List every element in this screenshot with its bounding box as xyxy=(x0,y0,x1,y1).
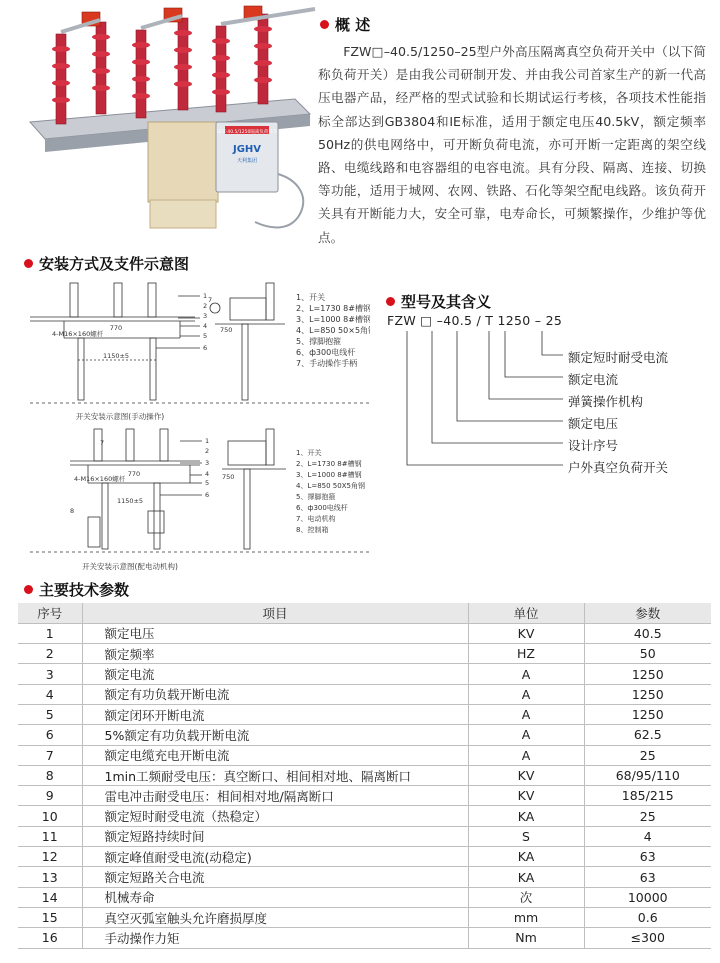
legend-item: 1、开关 xyxy=(296,449,322,457)
table-cell: 额定短时耐受电流（热稳定） xyxy=(82,806,468,826)
legend-item: 8、控制箱 xyxy=(296,526,329,534)
legend-item: 3、L=1000 8#槽钢 xyxy=(296,471,362,479)
table-cell: 真空灭弧室触头允许磨损厚度 xyxy=(82,907,468,927)
callout-5: 5 xyxy=(205,479,210,487)
table-row xyxy=(18,867,711,887)
table-cell: 3 xyxy=(18,664,82,684)
dim-1150: 1150±5 xyxy=(116,497,144,505)
legend-item: 1、开关 xyxy=(296,293,326,302)
legend-item: 5、撑脚抱箍 xyxy=(296,337,342,346)
callout-3: 3 xyxy=(203,312,208,320)
install-heading: 安装方式及支件示意图 xyxy=(24,253,189,274)
table-cell: 额定短路关合电流 xyxy=(82,867,468,887)
legend-item: 2、L=1730 8#槽钢 xyxy=(296,460,362,468)
dim-750: 750 xyxy=(222,473,235,481)
bullet-dot-icon xyxy=(320,20,329,29)
callout-8: 8 xyxy=(70,507,75,515)
table-row xyxy=(18,907,711,927)
callout-1: 1 xyxy=(203,292,208,300)
overview-text xyxy=(318,40,706,249)
model-label: 户外真空负荷开关 xyxy=(568,460,669,475)
dim-750: 750 xyxy=(220,326,233,334)
table-row xyxy=(18,826,711,846)
table-cell: 5 xyxy=(18,704,82,724)
table-cell: 16 xyxy=(18,928,82,948)
load-switch-illustration xyxy=(20,4,320,236)
table-cell: KA xyxy=(468,847,584,867)
dim-770: 770 xyxy=(127,470,141,478)
callout-4: 4 xyxy=(203,322,208,330)
table-cell: 63 xyxy=(584,847,711,867)
dim-bolt: 4-M16×160螺杆 xyxy=(74,475,126,483)
legend-item: 6、ф300电线杆 xyxy=(296,504,348,512)
model-label: 额定电流 xyxy=(568,372,619,387)
table-row xyxy=(18,745,711,765)
legend-item: 4、L=850 50×5角钢 xyxy=(296,326,370,335)
table-row xyxy=(18,928,711,948)
photo-plate: GFZ-40.5/1250隔离负荷开关 xyxy=(216,130,278,135)
params-heading: 主要技术参数 xyxy=(24,579,129,600)
table-cell: 0.6 xyxy=(584,907,711,927)
model-code: FZW □ –40.5 / T 1250 – 25 xyxy=(387,313,563,328)
table-cell: 额定电流 xyxy=(82,664,468,684)
legend-item: 4、L=850 50X5角钢 xyxy=(296,482,365,490)
table-cell: 1 xyxy=(18,623,82,643)
table-cell: 手动操作力矩 xyxy=(82,928,468,948)
callout-6: 6 xyxy=(205,491,210,499)
table-cell: 62.5 xyxy=(584,725,711,745)
table-cell: 11 xyxy=(18,826,82,846)
legend-item: 5、撑脚抱箍 xyxy=(296,493,336,501)
table-cell: 6 xyxy=(18,725,82,745)
overview-paragraph: FZW□–40.5/1250–25型户外高压隔离真空负荷开关中（以下简称负荷开关）是由我公司研制开发、并由我公司首家生产的新一代高压电器产品，经严格的型式试验和长期试运行考核，各项技术性能指标全部达到GB3804和IE标准，适用于额定电压40.5kV，额定频率50Hz的供电网络中，可开断负荷电流，亦可开断一定距离的架空线路、电缆线路和电容器组的电容电流。具有分段、隔离、连接、切换等功能，适用于城网、农网、铁路、石化等架空配电线路。该负荷开关具有开断能力大，安全可靠，电寿命长，可频繁操作，少维护等优点。 xyxy=(318,44,706,245)
table-cell: 额定电缆充电开断电流 xyxy=(82,745,468,765)
table-cell: Nm xyxy=(468,928,584,948)
table-cell: KA xyxy=(468,867,584,887)
bullet-dot-icon xyxy=(24,585,33,594)
table-row xyxy=(18,847,711,867)
callout-2: 2 xyxy=(203,302,208,310)
table-row xyxy=(18,664,711,684)
table-cell: 8 xyxy=(18,765,82,785)
table-cell: 9 xyxy=(18,786,82,806)
model-label: 额定短时耐受电流 xyxy=(568,350,669,365)
table-cell: KV xyxy=(468,623,584,643)
table-cell: 机械寿命 xyxy=(82,887,468,907)
table-cell: A xyxy=(468,745,584,765)
table-cell: 25 xyxy=(584,806,711,826)
callout-1: 1 xyxy=(205,437,210,445)
table-cell: 68/95/110 xyxy=(584,765,711,785)
table-row xyxy=(18,887,711,907)
table-cell: 15 xyxy=(18,907,82,927)
table-cell: HZ xyxy=(468,644,584,664)
table-cell: 40.5 xyxy=(584,623,711,643)
table-cell: mm xyxy=(468,907,584,927)
table-cell: 5%额定有功负载开断电流 xyxy=(82,725,468,745)
table-cell: 次 xyxy=(468,887,584,907)
table-row xyxy=(18,704,711,724)
install-drawing-motor xyxy=(30,425,370,575)
dim-bolt: 4-M16×160螺杆 xyxy=(52,330,104,338)
legend-item: 7、电动机构 xyxy=(296,515,336,523)
table-cell: 额定频率 xyxy=(82,644,468,664)
callout-5: 5 xyxy=(203,332,208,340)
table-cell: 14 xyxy=(18,887,82,907)
table-row xyxy=(18,765,711,785)
callout-7: 7 xyxy=(208,296,213,304)
callout-4: 4 xyxy=(205,470,210,478)
table-cell: 12 xyxy=(18,847,82,867)
product-photo xyxy=(20,4,320,236)
table-cell: 额定短路持续时间 xyxy=(82,826,468,846)
table-cell: A xyxy=(468,684,584,704)
bullet-dot-icon xyxy=(24,259,33,268)
table-cell: 1min工频耐受电压：真空断口、相间相对地、隔离断口 xyxy=(82,765,468,785)
install-drawing-manual xyxy=(30,278,370,423)
dim-770: 770 xyxy=(109,324,123,332)
dim-1150: 1150±5 xyxy=(102,352,130,360)
table-cell: 1250 xyxy=(584,684,711,704)
table-row xyxy=(18,725,711,745)
table-cell: 10000 xyxy=(584,887,711,907)
table-cell: A xyxy=(468,725,584,745)
column-header: 序号 xyxy=(18,603,82,623)
install-diagram-motor xyxy=(30,425,370,575)
table-row xyxy=(18,786,711,806)
table-cell: 2 xyxy=(18,644,82,664)
overview-heading: 概 述 xyxy=(320,14,370,35)
table-cell: 额定闭环开断电流 xyxy=(82,704,468,724)
column-header: 单位 xyxy=(468,603,584,623)
callout-3: 3 xyxy=(205,459,210,467)
column-header: 项目 xyxy=(82,603,468,623)
callout-6: 6 xyxy=(203,344,208,352)
diagram-caption: 开关安装示意图(手动操作) xyxy=(75,412,165,421)
install-diagram-manual xyxy=(30,278,370,423)
model-label: 弹簧操作机构 xyxy=(568,394,644,409)
legend-item: 7、手动操作手柄 xyxy=(296,359,358,368)
table-cell: A xyxy=(468,704,584,724)
table-row xyxy=(18,623,711,643)
table-cell: 额定峰值耐受电流(动稳定) xyxy=(82,847,468,867)
diagram-caption: 开关安装示意图(配电动机构) xyxy=(82,562,178,571)
table-cell: 4 xyxy=(18,684,82,704)
table-cell: KV xyxy=(468,765,584,785)
table-cell: KA xyxy=(468,806,584,826)
photo-brand-sub: 天利集团 xyxy=(236,158,258,164)
table-header-row xyxy=(18,603,711,623)
table-row xyxy=(18,684,711,704)
model-label: 设计序号 xyxy=(568,438,619,453)
column-header: 参数 xyxy=(584,603,711,623)
table-cell: 13 xyxy=(18,867,82,887)
callout-2: 2 xyxy=(205,447,210,455)
legend-item: 3、L=1000 8#槽钢 xyxy=(296,315,370,324)
table-cell: 1250 xyxy=(584,664,711,684)
table-cell: 4 xyxy=(584,826,711,846)
table-cell: 63 xyxy=(584,867,711,887)
callout-7: 7 xyxy=(100,439,105,447)
table-cell: KV xyxy=(468,786,584,806)
table-cell: 50 xyxy=(584,644,711,664)
table-cell: A xyxy=(468,664,584,684)
bullet-dot-icon xyxy=(386,297,395,306)
model-heading: 型号及其含义 xyxy=(386,291,491,312)
table-cell: 10 xyxy=(18,806,82,826)
table-cell: 1250 xyxy=(584,704,711,724)
legend-item: 2、L=1730 8#槽钢 xyxy=(296,304,370,313)
table-cell: ≤300 xyxy=(584,928,711,948)
table-cell: S xyxy=(468,826,584,846)
table-cell: 25 xyxy=(584,745,711,765)
params-table xyxy=(18,603,711,949)
photo-brand: JGHV xyxy=(232,144,262,155)
table-cell: 额定有功负载开断电流 xyxy=(82,684,468,704)
legend-item: 6、ф300电线杆 xyxy=(296,348,356,357)
table-row xyxy=(18,806,711,826)
table-cell: 7 xyxy=(18,745,82,765)
table-row xyxy=(18,644,711,664)
table-cell: 额定电压 xyxy=(82,623,468,643)
table-cell: 185/215 xyxy=(584,786,711,806)
table-cell: 雷电冲击耐受电压：相间相对地/隔离断口 xyxy=(82,786,468,806)
model-label: 额定电压 xyxy=(568,416,619,431)
